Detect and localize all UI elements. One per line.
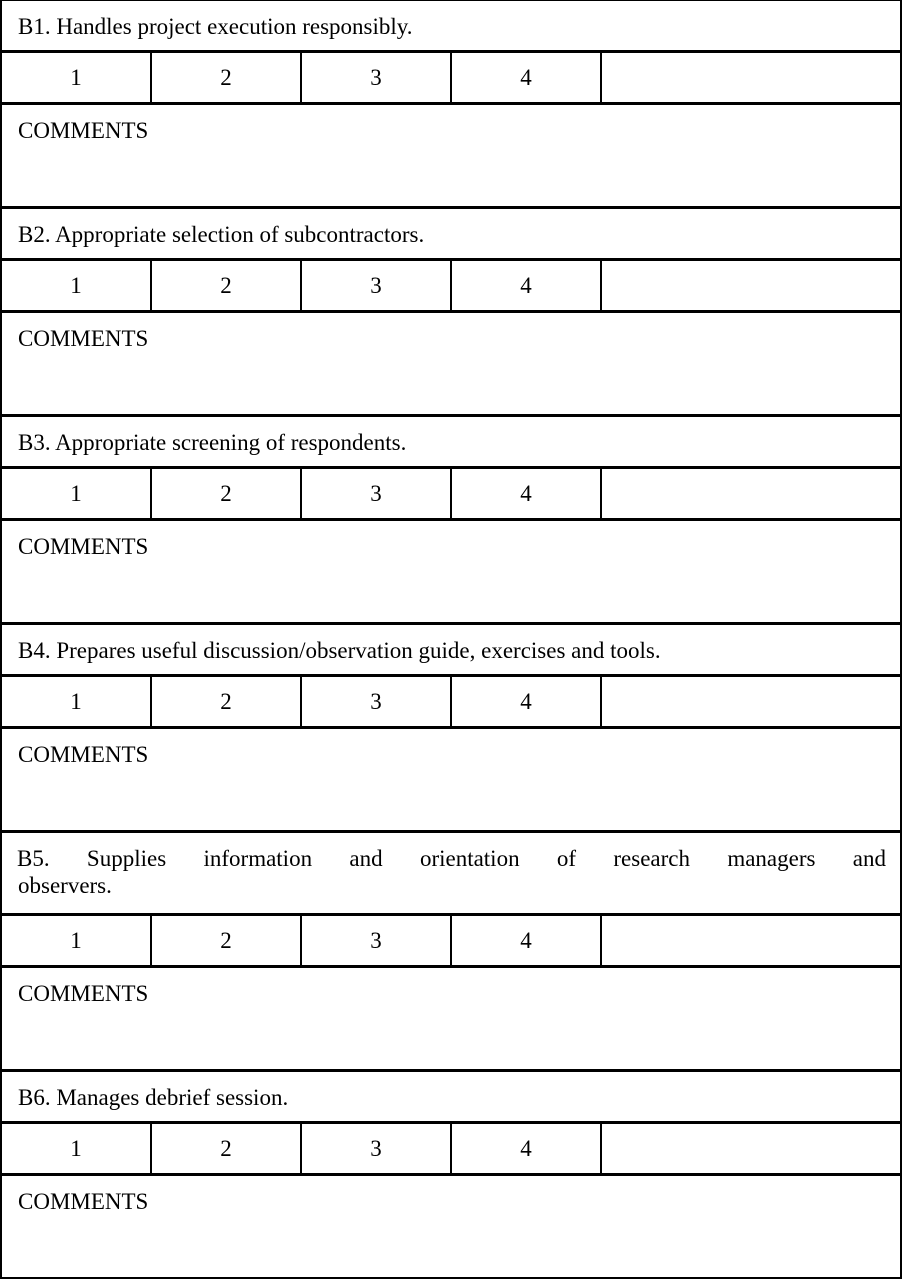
rating-option-2[interactable]: 2 (150, 675, 302, 728)
comments-box-b1[interactable] (0, 103, 902, 208)
comments-box-b3[interactable] (0, 519, 902, 624)
rating-option-4[interactable]: 4 (450, 51, 602, 104)
question-b1: B1. Handles project execution responsibly. (0, 0, 902, 52)
rating-option-4[interactable]: 4 (450, 259, 602, 312)
comments-box-b6[interactable] (0, 1174, 902, 1279)
item-b3 (0, 415, 903, 624)
rating-option-1[interactable]: 1 (0, 467, 152, 520)
rating-scale-b2 (0, 259, 902, 312)
rating-option-2[interactable]: 2 (150, 1122, 302, 1175)
rating-scale-b1 (0, 51, 902, 104)
question-b6: B6. Manages debrief session. (0, 1070, 902, 1123)
rating-option-4[interactable]: 4 (450, 675, 602, 728)
rating-option-3[interactable]: 3 (300, 1122, 452, 1175)
rating-blank-cell (600, 914, 902, 967)
comments-box-b4[interactable] (0, 727, 902, 832)
question-b5-line-1: B5. Supplies information and orientation of research managers and (17, 846, 886, 871)
comments-label: COMMENTS (18, 326, 149, 351)
comments-label: COMMENTS (18, 118, 149, 143)
question-b4: B4. Prepares useful discussion/observation guide, exercises and tools. (0, 623, 902, 676)
rating-scale-b3 (0, 467, 902, 520)
item-b4 (0, 623, 903, 832)
rating-option-4[interactable]: 4 (450, 467, 602, 520)
rating-option-3[interactable]: 3 (300, 259, 452, 312)
rating-scale-b6 (0, 1122, 902, 1175)
comments-label: COMMENTS (18, 981, 149, 1006)
rating-scale-b4 (0, 675, 902, 728)
rating-blank-cell (600, 1122, 902, 1175)
rating-option-3[interactable]: 3 (300, 675, 452, 728)
question-b2: B2. Appropriate selection of subcontractors. (0, 207, 902, 260)
comments-label: COMMENTS (18, 1189, 149, 1214)
rating-blank-cell (600, 467, 902, 520)
comments-label: COMMENTS (18, 742, 149, 767)
comments-label: COMMENTS (18, 534, 149, 559)
item-b6 (0, 1070, 903, 1279)
item-b2 (0, 207, 903, 416)
rating-blank-cell (600, 51, 902, 104)
comments-box-b2[interactable] (0, 311, 902, 416)
rating-blank-cell (600, 675, 902, 728)
rating-blank-cell (600, 259, 902, 312)
rating-option-4[interactable]: 4 (450, 1122, 602, 1175)
comments-box-b5[interactable] (0, 966, 902, 1071)
rating-option-2[interactable]: 2 (150, 51, 302, 104)
rating-option-1[interactable]: 1 (0, 259, 152, 312)
rating-option-3[interactable]: 3 (300, 51, 452, 104)
question-b5-line-2: observers. (18, 873, 112, 898)
rating-option-1[interactable]: 1 (0, 914, 152, 967)
question-b3: B3. Appropriate screening of respondents. (0, 415, 902, 468)
rating-option-1[interactable]: 1 (0, 51, 152, 104)
item-b5 (0, 831, 903, 1071)
rating-option-2[interactable]: 2 (150, 467, 302, 520)
question-b5 (0, 831, 902, 915)
rating-option-3[interactable]: 3 (300, 914, 452, 967)
rating-scale-b5 (0, 914, 902, 967)
rating-option-4[interactable]: 4 (450, 914, 602, 967)
rating-option-1[interactable]: 1 (0, 675, 152, 728)
item-b1 (0, 0, 903, 208)
rating-option-2[interactable]: 2 (150, 259, 302, 312)
rating-option-1[interactable]: 1 (0, 1122, 152, 1175)
rating-option-2[interactable]: 2 (150, 914, 302, 967)
rating-option-3[interactable]: 3 (300, 467, 452, 520)
